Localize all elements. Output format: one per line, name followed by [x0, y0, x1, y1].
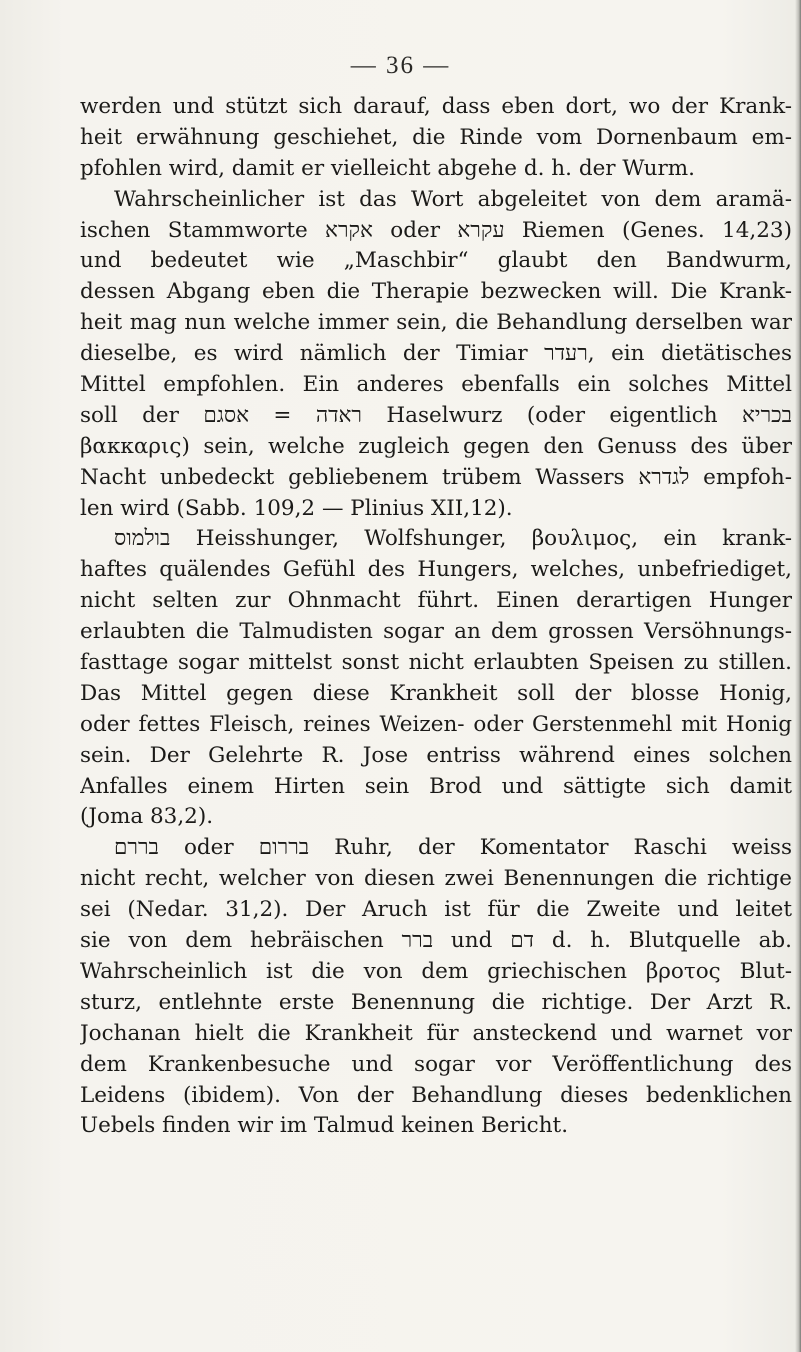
text-line: Nacht unbedeckt gebliebenem trübem Wassers לגדרא empfoh-: [80, 464, 792, 490]
body-text: [80, 92, 792, 1142]
text-line: Wahrscheinlich ist die von dem griechischen βροτος Blut-: [80, 958, 792, 984]
text-line: nicht recht, welcher von diesen zwei Benennungen die richtige: [80, 866, 792, 892]
text-line: erlaubten die Talmudisten sogar an dem grossen Versöhnungs-: [80, 619, 792, 645]
text-line: sei (Nedar. 31,2). Der Aruch ist für die Zweite und leitet: [80, 897, 792, 923]
text-line: nicht selten zur Ohnmacht führt. Einen derartigen Hunger: [80, 588, 792, 614]
text-line: len wird (Sabb. 109,2 — Plinius XII,12).: [80, 495, 513, 521]
text-line: ischen Stammworte אקרא oder עקרא Riemen (Genes. 14,23): [80, 217, 792, 243]
page-number: — 36 —: [350, 52, 451, 79]
text-line: haftes quälendes Gefühl des Hungers, welches, unbefriediget,: [80, 557, 792, 583]
text-line: heit erwähnung geschiehet, die Rinde vom Dornenbaum em-: [80, 124, 792, 150]
text-line: oder fettes Fleisch, reines Weizen- oder Gerstenmehl mit Honig: [80, 711, 792, 737]
text-line: sie von dem hebräischen ברר und דם d. h. Blutquelle ab.: [80, 928, 792, 954]
text-line: (Joma 83,2).: [80, 804, 214, 830]
text-line: בולמוס Heisshunger, Wolfshunger, βουλιμος, ein krank-: [114, 526, 792, 552]
text-line: fasttage sogar mittelst sonst nicht erlaubten Speisen zu stillen.: [80, 650, 792, 676]
text-line: sturz, entlehnte erste Benennung die richtige. Der Arzt R.: [80, 989, 792, 1015]
text-line: בררם oder בררום Ruhr, der Komentator Raschi weiss: [114, 835, 792, 861]
text-line: Mittel empfohlen. Ein anderes ebenfalls ein solches Mittel: [80, 372, 792, 398]
page-edge-shadow: [795, 0, 801, 1352]
text-line: pfohlen wird, damit er vielleicht abgehe d. h. der Wurm.: [80, 155, 695, 181]
text-line: sein. Der Gelehrte R. Jose entriss während eines solchen: [80, 742, 792, 768]
text-line: Uebels finden wir im Talmud keinen Bericht.: [80, 1113, 569, 1139]
text-line: Jochanan hielt die Krankheit für ansteckend und warnet vor: [80, 1020, 792, 1046]
text-line: Anfalles einem Hirten sein Brod und sättigte sich damit: [80, 773, 792, 799]
text-line: dessen Abgang eben die Therapie bezwecken will. Die Krank-: [80, 279, 792, 305]
text-line: soll der ראדה = אסגם Haselwurz (oder eigentlich בכריא: [80, 402, 792, 428]
text-line: und bedeutet wie „Maschbir“ glaubt den Bandwurm,: [80, 248, 792, 274]
text-line: dieselbe, es wird nämlich der Timiar רעדר, ein dietätisches: [80, 341, 792, 367]
text-line: Leidens (ibidem). Von der Behandlung dieses bedenklichen: [80, 1082, 792, 1108]
text-line: Das Mittel gegen diese Krankheit soll der blosse Honig,: [80, 680, 792, 706]
text-line: heit mag nun welche immer sein, die Behandlung derselben war: [80, 310, 792, 336]
text-line: Wahrscheinlicher ist das Wort abgeleitet von dem aramä-: [114, 186, 792, 212]
text-line: βακκαρις) sein, welche zugleich gegen den Genuss des über: [80, 433, 792, 459]
text-line: werden und stützt sich darauf, dass eben dort, wo der Krank-: [80, 94, 792, 119]
text-line: dem Krankenbesuche und sogar vor Veröffentlichung des: [80, 1051, 792, 1077]
